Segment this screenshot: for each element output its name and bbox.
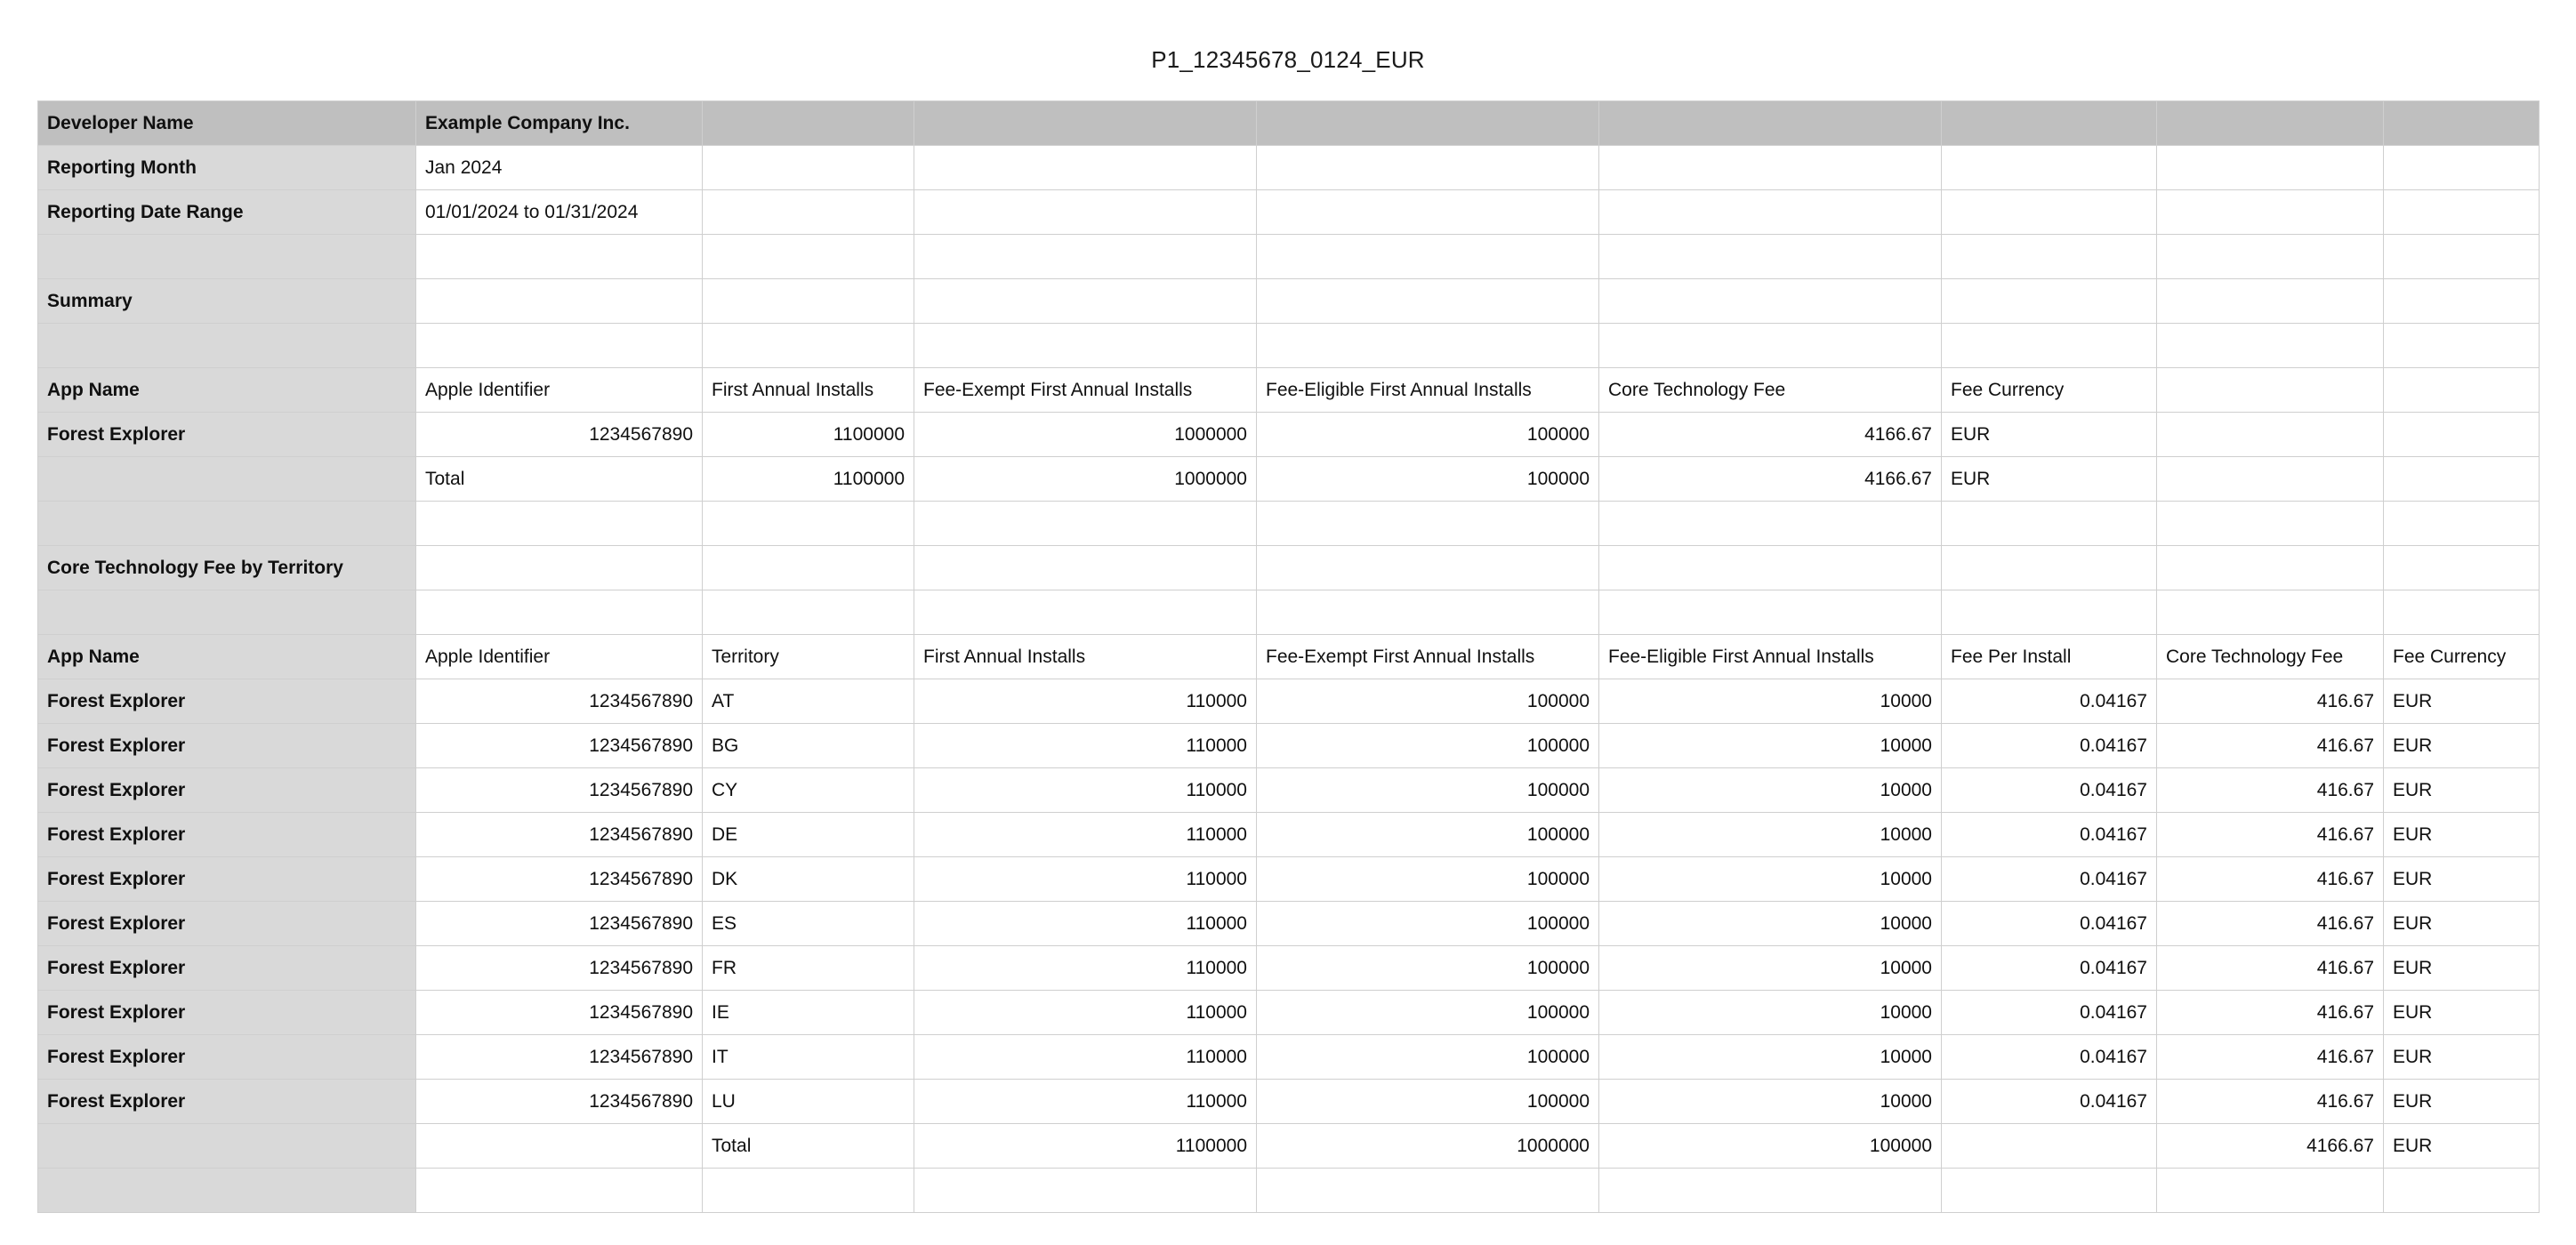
empty-label-cell [38,324,416,368]
cell-fee-exempt-first-annual-installs: 100000 [1257,902,1599,946]
empty-cell [2157,368,2384,413]
summary-header-row [38,368,2540,413]
column-header-territory: Territory [703,635,914,679]
empty-cell [914,146,1257,190]
cell-core-technology-fee: 416.67 [2157,813,2384,857]
report-table [37,100,2540,1213]
cell-fee-currency: EUR [2384,813,2540,857]
table-row [38,1080,2540,1124]
empty-label-cell [38,1169,416,1213]
empty-cell [703,101,914,146]
empty-cell [914,101,1257,146]
column-header-core-technology-fee: Core Technology Fee [1599,368,1942,413]
empty-cell [2384,101,2540,146]
cell-core-technology-fee: 416.67 [2157,679,2384,724]
empty-cell [914,279,1257,324]
column-header-fee-eligible-first-annual-installs: Fee-Eligible First Annual Installs [1257,368,1599,413]
cell-first-annual-installs: 1100000 [703,413,914,457]
empty-cell [1599,502,1942,546]
empty-cell [1942,279,2157,324]
empty-cell [1942,190,2157,235]
empty-cell [2157,235,2384,279]
cell-territory: DE [703,813,914,857]
summary-data-row [38,413,2540,457]
cell-fee-currency: EUR [2384,857,2540,902]
cell-territory: ES [703,902,914,946]
cell-territory: FR [703,946,914,991]
cell-fee-currency: EUR [2384,1035,2540,1080]
empty-cell [1257,590,1599,635]
territory-total-row [38,1124,2540,1169]
cell-fee-exempt-first-annual-installs: 1000000 [914,413,1257,457]
cell-territory: AT [703,679,914,724]
cell-app-name: Forest Explorer [38,679,416,724]
cell-territory: DK [703,857,914,902]
empty-cell [1257,324,1599,368]
empty-cell [1942,235,2157,279]
empty-cell [1257,1169,1599,1213]
empty-cell [1599,146,1942,190]
table-row [38,546,2540,590]
cell-fee-per-install: 0.04167 [1942,724,2157,768]
cell-app-name: Forest Explorer [38,768,416,813]
column-header-fee-per-install: Fee Per Install [1942,635,2157,679]
cell-territory: CY [703,768,914,813]
row-label-reporting-date-range: Reporting Date Range [38,190,416,235]
cell-fee-per-install: 0.04167 [1942,1035,2157,1080]
empty-cell [1257,279,1599,324]
empty-cell [1942,546,2157,590]
cell-fee-exempt-first-annual-installs: 100000 [1257,813,1599,857]
spreadsheet-container [0,100,2576,1213]
summary-total-row [38,457,2540,502]
empty-cell [1942,324,2157,368]
cell-total-first-annual-installs: 1100000 [703,457,914,502]
cell-fee-currency: EUR [2384,768,2540,813]
row-label-reporting-month: Reporting Month [38,146,416,190]
empty-label-cell [38,590,416,635]
table-row [38,724,2540,768]
empty-cell [2384,146,2540,190]
cell-core-technology-fee: 416.67 [2157,768,2384,813]
empty-cell [2384,546,2540,590]
cell-total-fee-currency: EUR [2384,1124,2540,1169]
empty-cell [1599,190,1942,235]
cell-fee-eligible-first-annual-installs: 10000 [1599,991,1942,1035]
cell-fee-eligible-first-annual-installs: 10000 [1599,946,1942,991]
empty-cell [1599,324,1942,368]
cell-fee-currency: EUR [1942,413,2157,457]
empty-cell [2157,146,2384,190]
column-header-apple-identifier: Apple Identifier [416,368,703,413]
cell-app-name: Forest Explorer [38,857,416,902]
cell-apple-identifier: 1234567890 [416,902,703,946]
cell-first-annual-installs: 110000 [914,813,1257,857]
cell-app-name: Forest Explorer [38,946,416,991]
cell-fee-eligible-first-annual-installs: 10000 [1599,724,1942,768]
cell-first-annual-installs: 110000 [914,902,1257,946]
cell-fee-exempt-first-annual-installs: 100000 [1257,768,1599,813]
cell-fee-per-install: 0.04167 [1942,991,2157,1035]
empty-cell [1599,1169,1942,1213]
cell-fee-eligible-first-annual-installs: 10000 [1599,857,1942,902]
cell-first-annual-installs: 110000 [914,724,1257,768]
empty-cell [1257,190,1599,235]
cell-total-label: Total [416,457,703,502]
empty-label-cell [38,235,416,279]
cell-core-technology-fee: 416.67 [2157,902,2384,946]
cell-fee-eligible-first-annual-installs: 10000 [1599,1080,1942,1124]
table-row-spacer [38,502,2540,546]
cell-apple-identifier: 1234567890 [416,813,703,857]
cell-apple-identifier: 1234567890 [416,1080,703,1124]
empty-cell [416,1169,703,1213]
empty-cell [703,590,914,635]
empty-cell [2157,190,2384,235]
cell-fee-currency: EUR [2384,1080,2540,1124]
empty-cell [2157,457,2384,502]
empty-cell [2157,413,2384,457]
empty-cell [2157,1169,2384,1213]
cell-total-label: Total [703,1124,914,1169]
cell-total-fee-exempt-first-annual-installs: 1000000 [1257,1124,1599,1169]
empty-cell [1942,101,2157,146]
section-title-summary: Summary [38,279,416,324]
empty-cell [1257,101,1599,146]
cell-apple-identifier: 1234567890 [416,679,703,724]
cell-territory: LU [703,1080,914,1124]
empty-cell [2384,1169,2540,1213]
empty-label-cell [38,502,416,546]
table-row-spacer [38,324,2540,368]
empty-cell [416,546,703,590]
empty-cell [1257,235,1599,279]
empty-cell [2384,502,2540,546]
cell-first-annual-installs: 110000 [914,1080,1257,1124]
empty-cell [1599,235,1942,279]
column-header-first-annual-installs: First Annual Installs [703,368,914,413]
cell-fee-exempt-first-annual-installs: 100000 [1257,1080,1599,1124]
empty-cell [2384,324,2540,368]
cell-app-name: Forest Explorer [38,1035,416,1080]
empty-cell [2157,101,2384,146]
cell-total-fee-exempt-first-annual-installs: 1000000 [914,457,1257,502]
empty-cell [416,590,703,635]
row-value-developer-name: Example Company Inc. [416,101,703,146]
cell-territory: IT [703,1035,914,1080]
cell-fee-per-install: 0.04167 [1942,857,2157,902]
cell-app-name: Forest Explorer [38,724,416,768]
cell-core-technology-fee: 416.67 [2157,857,2384,902]
empty-cell [416,235,703,279]
empty-cell [703,190,914,235]
empty-cell [416,502,703,546]
cell-first-annual-installs: 110000 [914,991,1257,1035]
column-header-core-technology-fee: Core Technology Fee [2157,635,2384,679]
empty-cell [703,502,914,546]
cell-core-technology-fee: 416.67 [2157,1035,2384,1080]
cell-fee-per-install: 0.04167 [1942,902,2157,946]
table-row [38,101,2540,146]
cell-apple-identifier: 1234567890 [416,768,703,813]
cell-first-annual-installs: 110000 [914,1035,1257,1080]
empty-cell [914,502,1257,546]
table-row [38,279,2540,324]
cell-core-technology-fee: 416.67 [2157,1080,2384,1124]
cell-app-name: Forest Explorer [38,413,416,457]
empty-cell [703,324,914,368]
cell-first-annual-installs: 110000 [914,679,1257,724]
column-header-app-name: App Name [38,635,416,679]
cell-fee-per-install: 0.04167 [1942,768,2157,813]
table-row [38,768,2540,813]
cell-total-core-technology-fee: 4166.67 [2157,1124,2384,1169]
cell-territory: BG [703,724,914,768]
empty-cell [416,324,703,368]
empty-cell [703,546,914,590]
cell-app-name: Forest Explorer [38,902,416,946]
empty-cell [914,546,1257,590]
empty-cell [1599,546,1942,590]
empty-cell [1257,502,1599,546]
empty-cell [2384,457,2540,502]
territory-header-row [38,635,2540,679]
cell-fee-currency: EUR [2384,724,2540,768]
empty-cell [914,324,1257,368]
empty-cell [914,1169,1257,1213]
empty-cell [2384,190,2540,235]
cell-total-fee-eligible-first-annual-installs: 100000 [1257,457,1599,502]
empty-cell [1942,590,2157,635]
cell-total-fee-per-install [1942,1124,2157,1169]
cell-apple-identifier: 1234567890 [416,413,703,457]
cell-fee-exempt-first-annual-installs: 100000 [1257,991,1599,1035]
table-row [38,190,2540,235]
column-header-fee-currency: Fee Currency [2384,635,2540,679]
empty-cell [1599,101,1942,146]
column-header-fee-currency: Fee Currency [1942,368,2157,413]
empty-label-cell [38,1124,416,1169]
table-row-spacer [38,235,2540,279]
empty-cell [2157,324,2384,368]
empty-cell [2384,590,2540,635]
cell-fee-currency: EUR [2384,902,2540,946]
empty-cell [2384,235,2540,279]
column-header-fee-eligible-first-annual-installs: Fee-Eligible First Annual Installs [1599,635,1942,679]
empty-cell [914,590,1257,635]
cell-territory: IE [703,991,914,1035]
cell-core-technology-fee: 416.67 [2157,946,2384,991]
empty-cell [2157,546,2384,590]
empty-cell [1942,146,2157,190]
empty-cell [2157,590,2384,635]
section-title-core-technology-fee-by-territory: Core Technology Fee by Territory [38,546,416,590]
empty-cell [1599,590,1942,635]
cell-fee-eligible-first-annual-installs: 10000 [1599,813,1942,857]
column-header-first-annual-installs: First Annual Installs [914,635,1257,679]
table-row-spacer [38,590,2540,635]
cell-apple-identifier: 1234567890 [416,724,703,768]
cell-fee-exempt-first-annual-installs: 100000 [1257,724,1599,768]
empty-cell [416,1124,703,1169]
cell-first-annual-installs: 110000 [914,768,1257,813]
cell-app-name: Forest Explorer [38,813,416,857]
empty-cell [1257,146,1599,190]
empty-cell [703,146,914,190]
table-row [38,991,2540,1035]
empty-cell [703,279,914,324]
empty-cell [2157,502,2384,546]
column-header-apple-identifier: Apple Identifier [416,635,703,679]
cell-app-name: Forest Explorer [38,991,416,1035]
cell-app-name: Forest Explorer [38,1080,416,1124]
row-label-developer-name: Developer Name [38,101,416,146]
empty-cell [2157,279,2384,324]
cell-fee-eligible-first-annual-installs: 10000 [1599,902,1942,946]
cell-apple-identifier: 1234567890 [416,1035,703,1080]
cell-fee-per-install: 0.04167 [1942,813,2157,857]
cell-fee-exempt-first-annual-installs: 100000 [1257,857,1599,902]
page-title: P1_12345678_0124_EUR [1151,46,1425,73]
empty-cell [416,279,703,324]
empty-cell [703,235,914,279]
empty-cell [1942,1169,2157,1213]
empty-cell [2384,368,2540,413]
cell-fee-eligible-first-annual-installs: 10000 [1599,679,1942,724]
cell-fee-exempt-first-annual-installs: 100000 [1257,1035,1599,1080]
cell-total-fee-eligible-first-annual-installs: 100000 [1599,1124,1942,1169]
cell-total-core-technology-fee: 4166.67 [1599,457,1942,502]
cell-fee-per-install: 0.04167 [1942,679,2157,724]
column-header-app-name: App Name [38,368,416,413]
column-header-fee-exempt-first-annual-installs: Fee-Exempt First Annual Installs [914,368,1257,413]
cell-fee-per-install: 0.04167 [1942,1080,2157,1124]
cell-total-fee-currency: EUR [1942,457,2157,502]
cell-apple-identifier: 1234567890 [416,857,703,902]
empty-cell [1599,279,1942,324]
column-header-fee-exempt-first-annual-installs: Fee-Exempt First Annual Installs [1257,635,1599,679]
cell-fee-eligible-first-annual-installs: 10000 [1599,768,1942,813]
cell-fee-currency: EUR [2384,946,2540,991]
cell-core-technology-fee: 416.67 [2157,991,2384,1035]
empty-cell [914,235,1257,279]
cell-fee-eligible-first-annual-installs: 100000 [1257,413,1599,457]
empty-cell [1942,502,2157,546]
row-value-reporting-date-range: 01/01/2024 to 01/31/2024 [416,190,703,235]
empty-cell [703,1169,914,1213]
cell-apple-identifier: 1234567890 [416,946,703,991]
cell-core-technology-fee: 416.67 [2157,724,2384,768]
empty-cell [2384,279,2540,324]
empty-cell [914,190,1257,235]
empty-cell [1257,546,1599,590]
table-row [38,146,2540,190]
row-value-reporting-month: Jan 2024 [416,146,703,190]
table-row [38,813,2540,857]
empty-cell [2384,413,2540,457]
cell-first-annual-installs: 110000 [914,857,1257,902]
cell-fee-currency: EUR [2384,991,2540,1035]
cell-fee-per-install: 0.04167 [1942,946,2157,991]
cell-fee-eligible-first-annual-installs: 10000 [1599,1035,1942,1080]
table-row [38,1035,2540,1080]
empty-label-cell [38,457,416,502]
table-row [38,902,2540,946]
cell-fee-currency: EUR [2384,679,2540,724]
table-row [38,679,2540,724]
table-row [38,857,2540,902]
table-row [38,946,2540,991]
cell-fee-exempt-first-annual-installs: 100000 [1257,679,1599,724]
cell-fee-exempt-first-annual-installs: 100000 [1257,946,1599,991]
cell-first-annual-installs: 110000 [914,946,1257,991]
cell-core-technology-fee: 4166.67 [1599,413,1942,457]
cell-apple-identifier: 1234567890 [416,991,703,1035]
cell-total-first-annual-installs: 1100000 [914,1124,1257,1169]
table-row-spacer [38,1169,2540,1213]
